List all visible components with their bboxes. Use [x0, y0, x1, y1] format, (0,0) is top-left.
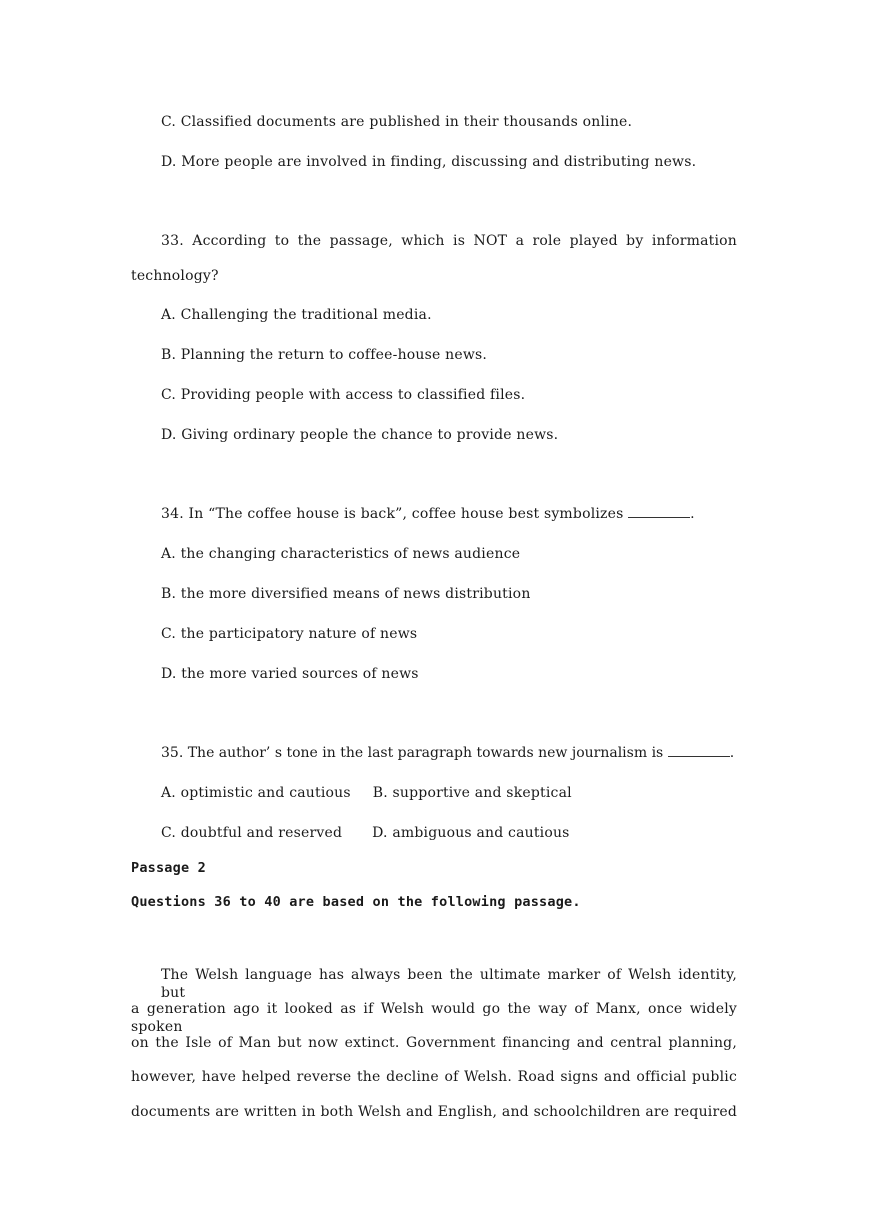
q35-options-row2: [161, 824, 570, 842]
q35-option-a: A. optimistic and cautious: [161, 785, 351, 801]
q33-option-b: B. Planning the return to coffee-house news.: [161, 347, 488, 363]
q34-answer-blank: [628, 505, 690, 518]
q34-stem-text: 34. In “The coffee house is back”, coffee house best symbolizes: [161, 506, 624, 522]
q34-stem-end: .: [690, 506, 695, 522]
passage2-line-5: documents are written in both Welsh and English, and schoolchildren are required: [131, 1104, 737, 1120]
q34-stem: [161, 505, 695, 523]
q33-option-d: D. Giving ordinary people the chance to provide news.: [161, 427, 559, 443]
passage2-line-2: a generation ago it looked as if Welsh would go the way of Manx, once widely spoken: [131, 1001, 737, 1035]
q34-option-b: B. the more diversified means of news distribution: [161, 586, 531, 602]
q35-option-d: D. ambiguous and cautious: [372, 825, 570, 841]
q33-stem-line1: 33. According to the passage, which is NOT a role played by information: [161, 233, 737, 249]
q35-stem: [161, 744, 734, 762]
passage2-heading: Passage 2: [131, 860, 206, 876]
q35-options-row1: [161, 784, 572, 802]
q34-option-d: D. the more varied sources of news: [161, 666, 419, 682]
passage2-line-4: however, have helped reverse the decline of Welsh. Road signs and official public: [131, 1069, 737, 1085]
q35-answer-blank: [668, 744, 730, 757]
q35-stem-end: .: [729, 745, 735, 761]
q33-option-a: A. Challenging the traditional media.: [161, 307, 432, 323]
passage2-line-3: on the Isle of Man but now extinct. Government financing and central planning,: [131, 1035, 737, 1051]
q32-option-c: C. Classified documents are published in their thousands online.: [161, 114, 633, 130]
q35-option-b: B. supportive and skeptical: [372, 785, 572, 801]
q35-option-c: C. doubtful and reserved: [161, 825, 343, 841]
q33-option-c: C. Providing people with access to classified files.: [161, 387, 526, 403]
passage2-line-1: The Welsh language has always been the ultimate marker of Welsh identity, but: [161, 967, 737, 1001]
q33-stem-line2: technology?: [131, 268, 219, 284]
q34-option-c: C. the participatory nature of news: [161, 626, 418, 642]
passage2-instruction: Questions 36 to 40 are based on the following passage.: [131, 894, 581, 910]
q34-option-a: A. the changing characteristics of news audience: [161, 546, 521, 562]
q35-stem-text: 35. The author’ s tone in the last paragraph towards new journalism is: [161, 745, 664, 761]
q32-option-d: D. More people are involved in finding, discussing and distributing news.: [161, 154, 697, 170]
